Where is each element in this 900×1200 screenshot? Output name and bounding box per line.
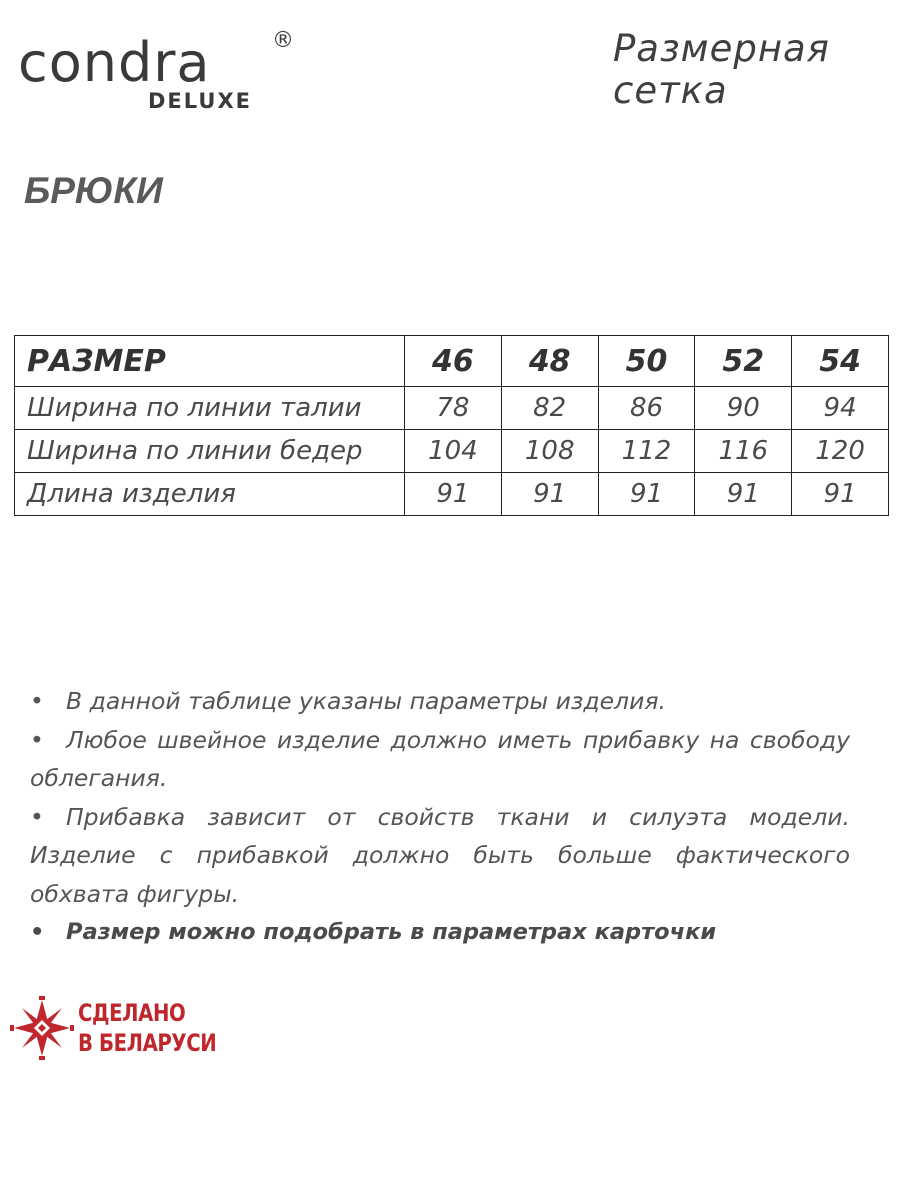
row-label-hips: Ширина по линии бедер: [15, 430, 405, 473]
note-item: [30, 913, 850, 952]
header-size-label: РАЗМЕР: [15, 336, 405, 387]
row-label-waist: Ширина по линии талии: [15, 387, 405, 430]
table-cell: 94: [792, 387, 889, 430]
table-cell: 82: [501, 387, 598, 430]
table-cell: 91: [501, 473, 598, 516]
table-row: [15, 430, 889, 473]
brand-name: condra: [18, 31, 211, 94]
bullet-icon: •: [30, 687, 44, 715]
made-in-text: [78, 998, 216, 1058]
belarusian-ornament-icon: [10, 996, 74, 1060]
notes-list: [30, 682, 850, 952]
table-cell: 91: [695, 473, 792, 516]
made-in-belarus-badge: [10, 996, 270, 1060]
size-table: [14, 335, 889, 516]
note-item: [30, 798, 850, 914]
table-cell: 91: [792, 473, 889, 516]
table-cell: 78: [405, 387, 502, 430]
table-cell: 91: [405, 473, 502, 516]
note-text: Любое швейное изделие должно иметь прибавку на свободу облегания.: [30, 725, 850, 792]
brand-line: DELUXE: [148, 89, 252, 113]
bullet-icon: •: [30, 802, 44, 831]
table-cell: 112: [598, 430, 695, 473]
row-label-length: Длина изделия: [15, 473, 405, 516]
table-row: [15, 387, 889, 430]
header-size-46: 46: [405, 336, 502, 387]
made-in-line-1: СДЕЛАНО: [78, 999, 186, 1027]
registered-mark: ®: [272, 28, 294, 53]
header-size-48: 48: [501, 336, 598, 387]
table-cell: 116: [695, 430, 792, 473]
document-title-line-2: сетка: [613, 69, 728, 112]
note-text: В данной таблице указаны параметры изделия.: [66, 687, 666, 715]
note-text: Прибавка зависит от свойств ткани и силуэта модели. Изделие с прибавкой должно быть больше фактического обхвата фигуры.: [30, 802, 850, 908]
document-title-line-1: Размерная: [613, 27, 830, 70]
header-size-54: 54: [792, 336, 889, 387]
document-title: [613, 28, 873, 112]
note-item: [30, 682, 850, 721]
header-size-52: 52: [695, 336, 792, 387]
table-cell: 90: [695, 387, 792, 430]
bullet-icon: •: [30, 725, 44, 754]
header-size-50: 50: [598, 336, 695, 387]
bullet-icon: •: [30, 919, 45, 945]
table-row: [15, 473, 889, 516]
note-item: [30, 721, 850, 798]
table-cell: 120: [792, 430, 889, 473]
table-cell: 108: [501, 430, 598, 473]
note-text: Размер можно подобрать в параметрах карточки: [66, 919, 717, 945]
brand-logo: [18, 30, 308, 114]
table-cell: 104: [405, 430, 502, 473]
table-cell: 91: [598, 473, 695, 516]
table-cell: 86: [598, 387, 695, 430]
product-title: БРЮКИ: [24, 170, 163, 211]
size-table-header-row: [15, 336, 889, 387]
made-in-line-2: В БЕЛАРУСИ: [78, 1029, 217, 1057]
